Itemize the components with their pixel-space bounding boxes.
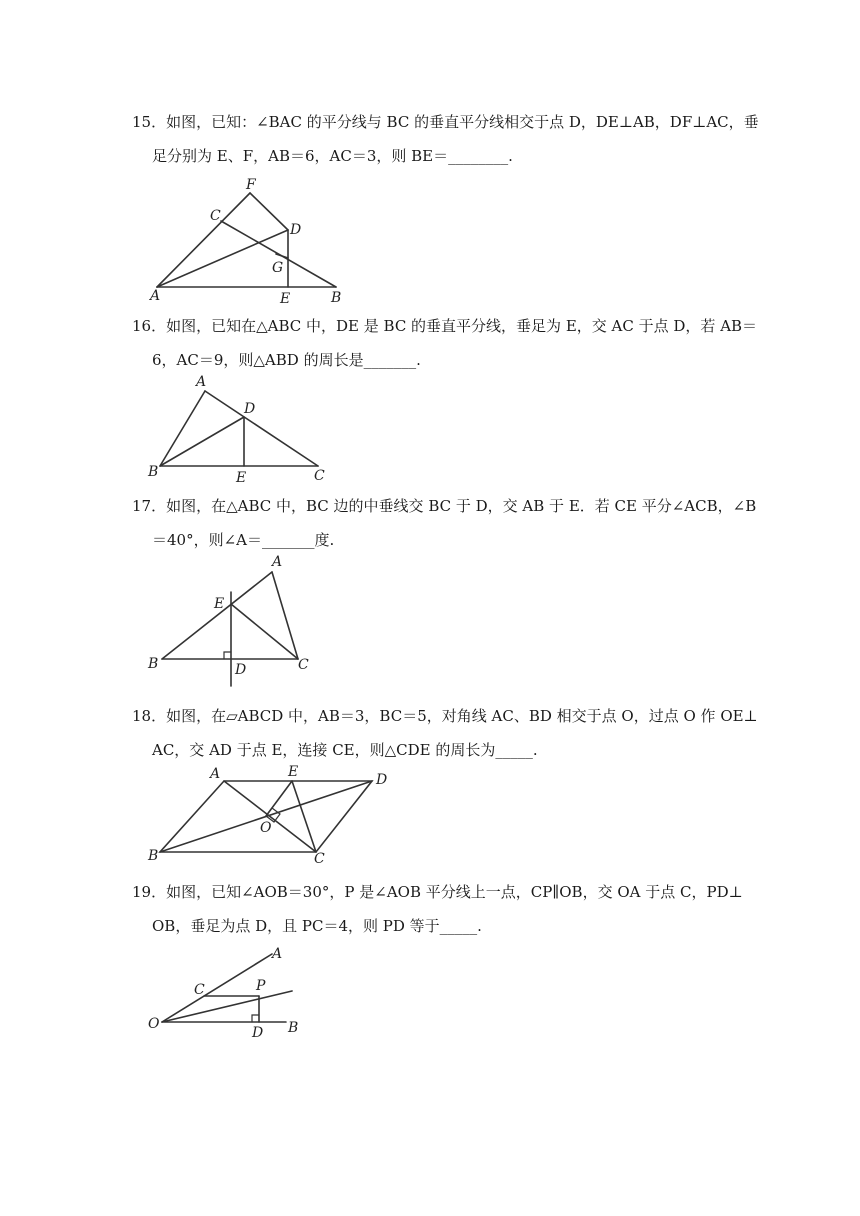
figure-16 — [140, 370, 360, 485]
label-C: C — [314, 851, 325, 867]
label-A: A — [272, 554, 283, 570]
label-E: E — [236, 470, 247, 486]
label-C: C — [314, 468, 325, 484]
label-D: D — [252, 1025, 264, 1041]
label-B: B — [288, 1020, 299, 1036]
figure-18 — [140, 762, 400, 867]
figure-19 — [140, 940, 320, 1040]
label-D: D — [290, 222, 302, 238]
label-O: O — [148, 1016, 160, 1032]
label-G: G — [272, 260, 284, 276]
label-D: D — [376, 772, 388, 788]
figure-17 — [140, 552, 340, 692]
label-O: O — [260, 820, 272, 836]
figure-15 — [140, 172, 370, 307]
label-A: A — [196, 374, 207, 390]
label-E: E — [214, 596, 225, 612]
label-C: C — [298, 657, 309, 673]
label-A: A — [272, 946, 283, 962]
label-C: C — [194, 982, 205, 998]
label-A: A — [150, 288, 161, 304]
label-B: B — [148, 656, 159, 672]
label-D: D — [235, 662, 247, 678]
label-P: P — [256, 978, 266, 994]
label-C: C — [210, 208, 221, 224]
label-B: B — [148, 464, 159, 480]
label-B: B — [331, 290, 342, 306]
label-A: A — [210, 766, 221, 782]
label-E: E — [288, 764, 299, 780]
label-B: B — [148, 848, 159, 864]
label-F: F — [246, 177, 256, 193]
label-D: D — [244, 401, 256, 417]
label-E: E — [280, 291, 291, 307]
